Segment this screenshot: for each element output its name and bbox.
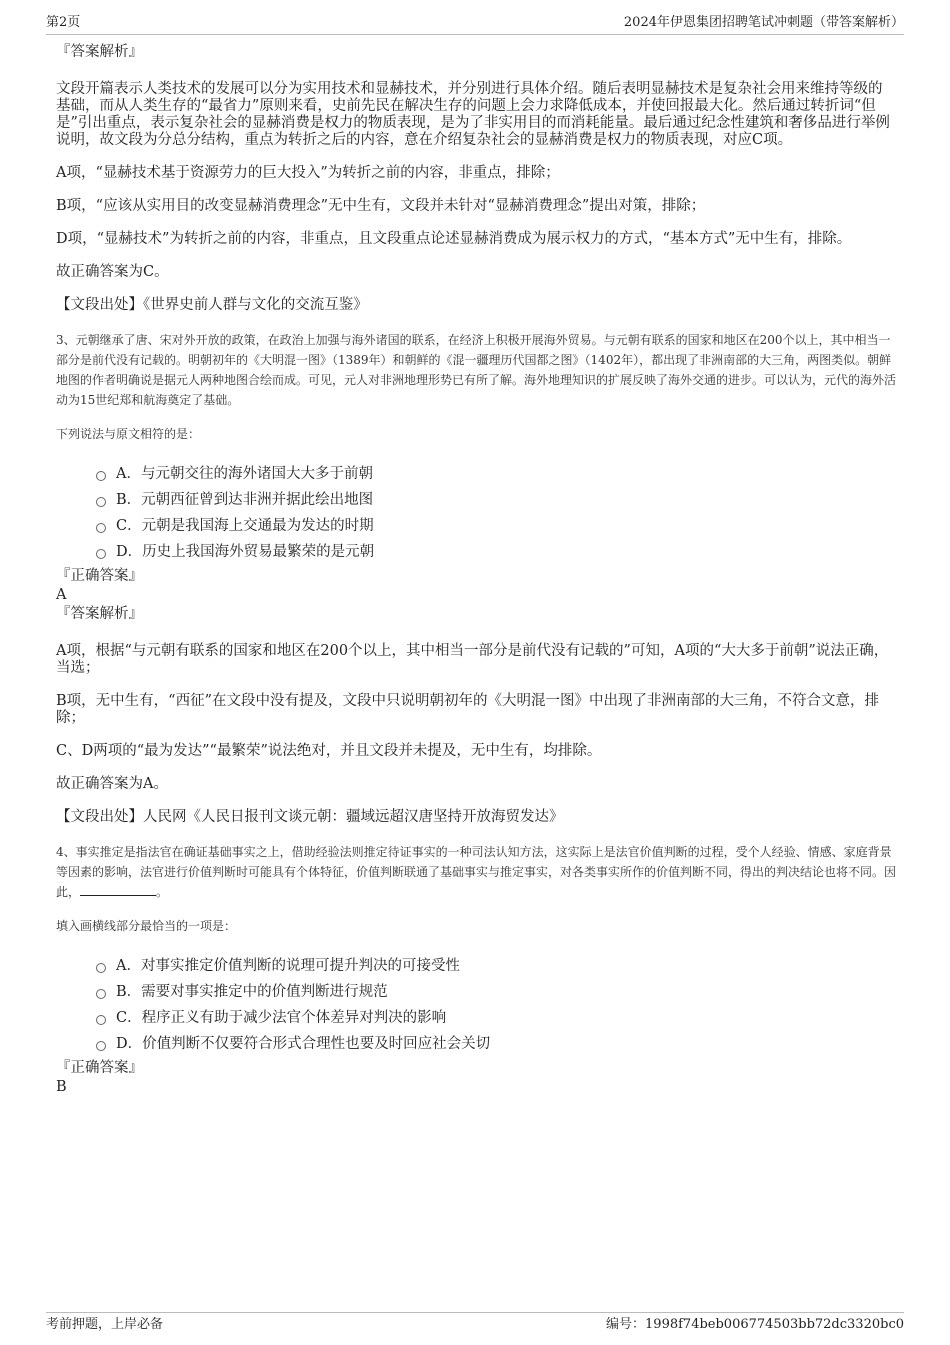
q3-analysis-option-a: A项，根据“与元朝有联系的国家和地区在200个以上，其中相当一部分是前代没有记载的”可知，A项的“大大多于前朝”说法正确，当选； [56,643,889,676]
q2-conclusion: 故正确答案为C。 [56,264,169,280]
q3-answer-label: 『正确答案』 [56,568,143,584]
q3-option-c[interactable]: C．元朝是我国海上交通最为发达的时期 [96,516,896,542]
q3-section [56,330,896,826]
q3-source: 【文段出处】人民网《人民日报刊文谈元朝：疆域远超汉唐坚持开放海贸发达》 [56,809,564,825]
q4-section [56,842,896,1096]
radio-icon[interactable] [96,497,106,507]
q3-analysis-option-b: B项，无中生有，“西征”在文段中没有提及，文段中只说明朝初年的《大明混一图》中出现了非洲南部的大三角，不符合文意，排除； [56,693,879,726]
q2-analysis-option-a: A项，“显赫技术基于资源劳力的巨大投入”为转折之前的内容，非重点，排除； [56,165,560,181]
q4-option-c[interactable]: C．程序正义有助于减少法官个体差异对判决的影响 [96,1008,896,1034]
q3-analysis-label: 『答案解析』 [56,606,143,622]
radio-icon[interactable] [96,1041,106,1051]
q2-source: 【文段出处】《世界史前人群与文化的交流互鉴》 [56,297,368,313]
page-number: 第2页 [46,15,81,30]
q3-question: 下列说法与原文相符的是： [56,427,201,441]
radio-icon[interactable] [96,549,106,559]
footer-slogan: 考前押题，上岸必备 [46,1317,164,1332]
page-content [56,44,896,1098]
q3-option-b[interactable]: B．元朝西征曾到达非洲并据此绘出地图 [96,490,896,516]
q3-answer: A [56,587,67,603]
q3-option-a[interactable]: A．与元朝交往的海外诸国大大多于前朝 [96,464,896,490]
q3-option-d[interactable]: D．历史上我国海外贸易最繁荣的是元朝 [96,542,896,568]
document-title: 2024年伊恩集团招聘笔试冲刺题（带答案解析） [623,15,904,30]
radio-icon[interactable] [96,523,106,533]
q4-options [96,956,896,1060]
q4-question: 填入画横线部分最恰当的一项是： [56,919,237,933]
fill-in-blank [80,883,156,896]
page-footer [46,1312,904,1334]
q2-analysis-option-d: D项，“显赫技术”为转折之前的内容，非重点，且文段重点论述显赫消费成为展示权力的方式，“基本方式”无中生有，排除。 [56,231,852,247]
radio-icon[interactable] [96,963,106,973]
radio-icon[interactable] [96,989,106,999]
q2-analysis-label: 『答案解析』 [56,44,143,60]
q3-stem: 3、元朝继承了唐、宋对外开放的政策，在政治上加强与海外诸国的联系，在经济上积极开展海外贸易。与元朝有联系的国家和地区在200个以上，其中相当一部分是前代没有记载的。明朝初年的《大明混一图》（1389年）和朝鲜的《混一疆理历代国都之图》（1402年），都出现了非洲南部的大三角，两图类似。朝鲜地图的作者明确说是据元人两种地图合绘而成。可见，元人对非洲地理形势已有所了解。海外地理知识的扩展反映了海外交通的进步。可以认为，元代的海外活动为15世纪郑和航海奠定了基础。 [56,333,897,407]
radio-icon[interactable] [96,471,106,481]
q4-option-a[interactable]: A．对事实推定价值判断的说理可提升判决的可接受性 [96,956,896,982]
q4-answer: B [56,1079,67,1095]
q3-analysis-option-cd: C、D两项的“最为发达”“最繁荣”说法绝对，并且文段并未提及，无中生有，均排除。 [56,743,602,759]
radio-icon[interactable] [96,1015,106,1025]
document-id: 编号：1998f74beb006774503bb72dc3320bc0 [606,1317,904,1332]
q4-answer-label: 『正确答案』 [56,1060,143,1076]
q2-section [56,44,896,314]
q4-option-b[interactable]: B．需要对事实推定中的价值判断进行规范 [96,982,896,1008]
q4-stem: 4、事实推定是指法官在确证基础事实之上，借助经验法则推定待证事实的一种司法认知方法，这实际上是法官价值判断的过程，受个人经验、情感、家庭背景等因素的影响，法官进行价值判断时可能具有个体特征，价值判断联通了基础事实与推定事实，对各类事实所作的价值判断不同，得出的判决结论也将不同。因此， 。 [56,845,897,899]
q4-option-d[interactable]: D．价值判断不仅要符合形式合理性也要及时回应社会关切 [96,1034,896,1060]
q3-options [96,464,896,568]
q2-analysis-option-b: B项，“应该从实用目的改变显赫消费理念”无中生有，文段并未针对“显赫消费理念”提出对策，排除； [56,198,706,214]
q2-analysis-text: 文段开篇表示人类技术的发展可以分为实用技术和显赫技术，并分别进行具体介绍。随后表明显赫技术是复杂社会用来维持等级的基础，而从人类生存的“最省力”原则来看，史前先民在解决生存的问题上会力求降低成本，并使回报最大化。然后通过转折词“但是”引出重点，表示复杂社会的显赫消费是权力的物质表现，是为了非实用目的而消耗能量。最后通过纪念性建筑和奢侈品进行举例说明，故文段为分总分结构，重点为转折之后的内容，意在介绍复杂社会的显赫消费是权力的物质表现，对应C项。 [56,81,890,148]
q3-conclusion: 故正确答案为A。 [56,776,168,792]
page-header [46,14,904,35]
